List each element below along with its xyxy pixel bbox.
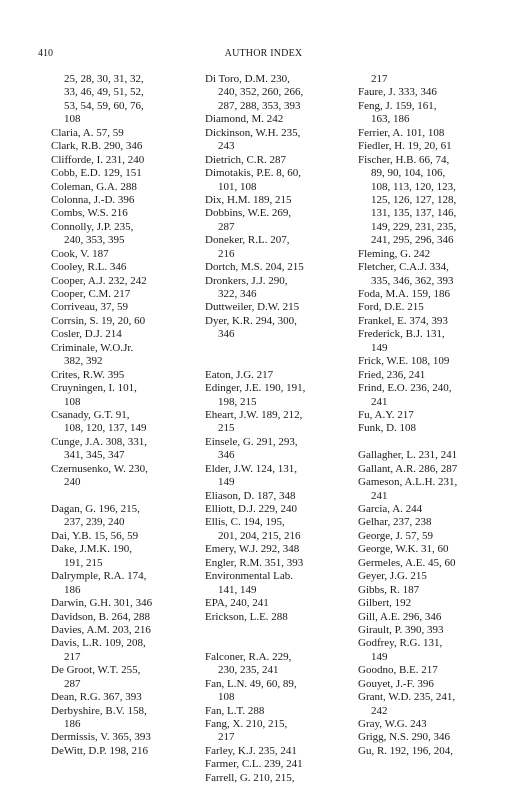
index-entry-continuation: 341, 345, 347 (64, 449, 125, 462)
index-entry-continuation: 240, 353, 395 (64, 234, 125, 247)
index-column-middle (205, 73, 355, 785)
index-entry: Dermissis, V. 365, 393 (51, 731, 151, 744)
index-entry-continuation: 240, 352, 260, 266, (218, 86, 304, 99)
index-entry-continuation: 191, 215 (64, 556, 103, 569)
index-entry: Goodno, B.E. 217 (358, 664, 438, 677)
index-entry: Funk, D. 108 (358, 422, 417, 435)
index-entry: Diamond, M. 242 (205, 113, 284, 126)
index-entry-continuation: 53, 54, 59, 60, 76, (64, 99, 144, 112)
index-entry-continuation: 163, 186 (371, 113, 410, 126)
index-entry: Ellis, C. 194, 195, (205, 516, 285, 529)
index-entry-continuation: 149, 229, 231, 235, (371, 220, 457, 233)
index-entry: Dai, Y.B. 15, 56, 59 (51, 529, 139, 542)
index-entry: Fang, X. 210, 215, (205, 718, 288, 730)
index-entry: Faure, J. 333, 346 (358, 86, 437, 99)
index-entry: Eheart, J.W. 189, 212, (205, 408, 303, 421)
index-entry-continuation: 141, 149 (218, 583, 257, 596)
index-entry: Clifforde, I. 231, 240 (51, 153, 145, 166)
index-entry-continuation: 131, 135, 137, 146, (371, 207, 457, 220)
index-entry: Dimotakis, P.E. 8, 60, (205, 167, 301, 180)
index-entry: Fried, 236, 241 (358, 368, 426, 381)
index-entry: Connolly, J.P. 235, (51, 220, 134, 233)
index-entry-continuation: 186 (64, 718, 81, 730)
index-entry: Dortch, M.S. 204, 215 (205, 261, 304, 274)
index-entry: Ford, D.E. 215 (358, 301, 424, 314)
index-entry: Gu, R. 192, 196, 204, (358, 744, 454, 757)
index-entry: Criminale, W.O.Jr. (51, 341, 134, 354)
index-entry: Cooper, A.J. 232, 242 (51, 274, 147, 287)
index-entry-continuation: 230, 235, 241 (218, 664, 279, 677)
index-entry: Gouyet, J.-F. 396 (358, 677, 434, 690)
index-entry: Fan, L.T. 288 (205, 704, 265, 717)
index-entry: Eaton, J.G. 217 (205, 368, 274, 381)
index-entry-continuation: 217 (64, 650, 81, 663)
index-entry: George, J. 57, 59 (358, 529, 433, 542)
index-entry: Cruyningen, I. 101, (51, 382, 137, 395)
blank-line (51, 490, 199, 503)
index-entry: Davidson, B. 264, 288 (51, 610, 150, 623)
index-column-left (51, 73, 199, 758)
index-entry: Frind, E.O. 236, 240, (358, 382, 452, 395)
index-entry: Claria, A. 57, 59 (51, 126, 124, 139)
index-entry: Cook, V. 187 (51, 247, 109, 260)
index-entry-continuation: 241 (371, 489, 388, 502)
index-entry: Garcia, A. 244 (358, 503, 423, 515)
index-entry-continuation: 335, 346, 362, 393 (371, 274, 454, 287)
index-entry-continuation: 201, 204, 215, 216 (218, 529, 301, 542)
index-entry: Derbyshire, B.V. 158, (51, 704, 147, 717)
index-entry: Erickson, L.E. 288 (205, 610, 288, 623)
index-entry: Gray, W.G. 243 (358, 718, 427, 730)
index-entry: Elliott, D.J. 229, 240 (205, 503, 297, 515)
index-entry: Davis, L.R. 109, 208, (51, 637, 146, 650)
index-entry: Engler, R.M. 351, 393 (205, 556, 304, 569)
index-entry: EPA, 240, 241 (205, 597, 269, 610)
index-entry: Einsele, G. 291, 293, (205, 435, 298, 448)
index-entry: Godfrey, R.G. 131, (358, 637, 443, 650)
index-entry: Dronkers, J.J. 290, (205, 274, 288, 287)
index-entry: Falconer, R.A. 229, (205, 650, 292, 663)
index-entry: Fu, A.Y. 217 (358, 408, 414, 421)
index-entry-continuation: 243 (218, 140, 235, 153)
index-entry: Gallagher, L. 231, 241 (358, 449, 458, 462)
index-entry-continuation: 237, 239, 240 (64, 516, 125, 529)
index-entry-continuation: 241, 295, 296, 346 (371, 234, 454, 247)
index-entry: Combs, W.S. 216 (51, 207, 128, 220)
index-entry-continuation: 89, 90, 104, 106, (371, 167, 446, 180)
index-entry: Ferrier, A. 101, 108 (358, 126, 445, 139)
index-entry: Cunge, J.A. 308, 331, (51, 435, 147, 448)
index-entry: Cooper, C.M. 217 (51, 288, 131, 300)
index-entry-continuation: 242 (371, 704, 388, 717)
index-entry-continuation: 108 (218, 691, 235, 704)
index-entry: Cobb, E.D. 129, 151 (51, 167, 142, 180)
index-entry: Fischer, H.B. 66, 74, (358, 153, 450, 166)
index-entry: Feng, J. 159, 161, (358, 99, 437, 112)
index-entry: Dobbins, W.E. 269, (205, 207, 292, 220)
index-entry: Gibbs, R. 187 (358, 583, 420, 596)
index-entry: Dickinson, W.H. 235, (205, 126, 301, 139)
index-entry-continuation: 108, 120, 137, 149 (64, 422, 147, 435)
index-entry: Frankel, E. 374, 393 (358, 314, 448, 327)
index-entry: Dagan, G. 196, 215, (51, 503, 140, 515)
index-entry: Dietrich, C.R. 287 (205, 153, 286, 166)
index-entry: Elder, J.W. 124, 131, (205, 462, 298, 475)
index-entry: Corrsin, S. 19, 20, 60 (51, 314, 146, 327)
index-entry-continuation: 108, 113, 120, 123, (371, 180, 456, 193)
index-entry-continuation: 186 (64, 583, 81, 596)
index-entry: Darwin, G.H. 301, 346 (51, 597, 153, 610)
index-entry: Duttweiler, D.W. 215 (205, 301, 300, 314)
index-entry: Frederick, B.J. 131, (358, 328, 445, 341)
index-entry: Gallant, A.R. 286, 287 (358, 462, 458, 475)
index-entry-continuation: 217 (218, 731, 235, 744)
index-entry: Eliason, D. 187, 348 (205, 489, 296, 502)
index-entry: Fan, L.N. 49, 60, 89, (205, 677, 297, 690)
index-entry: Farmer, C.L. 239, 241 (205, 758, 303, 771)
index-entry-continuation: 149 (371, 650, 388, 663)
index-entry: Crites, R.W. 395 (51, 368, 125, 381)
index-entry-continuation: 215 (218, 422, 235, 435)
index-entry: Coleman, G.A. 288 (51, 180, 137, 193)
index-entry: Dalrymple, R.A. 174, (51, 570, 147, 583)
index-entry: Dix, H.M. 189, 215 (205, 193, 292, 206)
index-entry: DeWitt, D.P. 198, 216 (51, 744, 149, 757)
index-entry: Di Toro, D.M. 230, (205, 73, 290, 85)
index-entry-continuation: 241 (371, 395, 388, 408)
index-entry: Fiedler, H. 19, 20, 61 (358, 140, 452, 153)
blank-line (205, 637, 355, 650)
index-entry-continuation: 108 (64, 395, 81, 408)
index-entry-continuation: 240 (64, 476, 81, 489)
index-entry-continuation: 101, 108 (218, 180, 257, 193)
index-entry-continuation: 216 (218, 247, 235, 260)
index-entry: Farrell, G. 210, 215, (205, 771, 295, 784)
index-entry: Farley, K.J. 235, 241 (205, 744, 297, 757)
index-entry-continuation: 346 (218, 449, 235, 462)
index-entry: Gill, A.E. 296, 346 (358, 610, 442, 623)
index-entry: Environmental Lab. (205, 570, 293, 583)
index-entry: Foda, M.A. 159, 186 (358, 288, 450, 300)
index-entry: Cosler, D.J. 214 (51, 328, 122, 341)
blank-line (205, 624, 355, 637)
index-entry-continuation: 149 (371, 341, 388, 354)
index-entry: Gelhar, 237, 238 (358, 516, 432, 529)
index-column-right (358, 73, 518, 758)
index-entry: Fletcher, C.A.J. 334, (358, 261, 449, 274)
index-entry: Cooley, R.L. 346 (51, 261, 127, 274)
index-entry: George, W.K. 31, 60 (358, 543, 449, 556)
page-header (0, 48, 527, 62)
index-entry: Frick, W.E. 108, 109 (358, 355, 450, 368)
index-entry: Gameson, A.L.H. 231, (358, 476, 458, 489)
page-number: 410 (38, 48, 53, 59)
index-entry-continuation: 287 (218, 220, 235, 233)
index-entry-continuation: 108 (64, 113, 81, 126)
running-head-title: AUTHOR INDEX (224, 48, 303, 59)
index-entry-continuation: 346 (218, 328, 235, 341)
index-entry-continuation: 217 (371, 73, 388, 85)
index-entry-continuation: 149 (218, 476, 235, 489)
index-entry: Fleming, G. 242 (358, 247, 431, 260)
index-entry: Grigg, N.S. 290, 346 (358, 731, 450, 744)
index-entry: Corriveau, 37, 59 (51, 301, 128, 314)
index-entry: Girault, P. 390, 393 (358, 623, 444, 636)
index-entry: Davies, A.M. 203, 216 (51, 623, 151, 636)
index-entry-continuation: 198, 215 (218, 395, 257, 408)
index-entry: Emery, W.J. 292, 348 (205, 543, 300, 556)
index-entry: Dean, R.G. 367, 393 (51, 691, 142, 704)
index-entry: Colonna, J.-D. 396 (51, 193, 135, 206)
index-entry: Clark, R.B. 290, 346 (51, 140, 143, 153)
index-entry: Dake, J.M.K. 190, (51, 543, 132, 556)
index-entry-continuation: 382, 392 (64, 355, 103, 368)
index-entry: De Groot, W.T. 255, (51, 664, 141, 677)
index-entry-continuation: 33, 46, 49, 51, 52, (64, 86, 144, 99)
index-entry-continuation: 125, 126, 127, 128, (371, 193, 457, 206)
index-entry-continuation: 25, 28, 30, 31, 32, (64, 73, 144, 85)
index-entry: Edinger, J.E. 190, 191, (205, 382, 306, 395)
index-entry-continuation: 287 (64, 677, 81, 690)
index-entry: Grant, W.D. 235, 241, (358, 691, 456, 704)
index-entry: Czernusenko, W. 230, (51, 462, 148, 475)
blank-line (205, 355, 355, 368)
index-entry-continuation: 322, 346 (218, 288, 257, 300)
index-entry: Csanady, G.T. 91, (51, 408, 130, 421)
index-entry: Germeles, A.E. 45, 60 (358, 556, 456, 569)
index-entry-continuation: 287, 288, 353, 393 (218, 99, 301, 112)
blank-line (205, 342, 355, 355)
index-entry: Gilbert, 192 (358, 597, 412, 610)
index-entry: Geyer, J.G. 215 (358, 570, 427, 583)
index-entry: Dyer, K.R. 294, 300, (205, 314, 297, 327)
index-entry: Doneker, R.L. 207, (205, 234, 290, 247)
blank-line (358, 436, 518, 449)
